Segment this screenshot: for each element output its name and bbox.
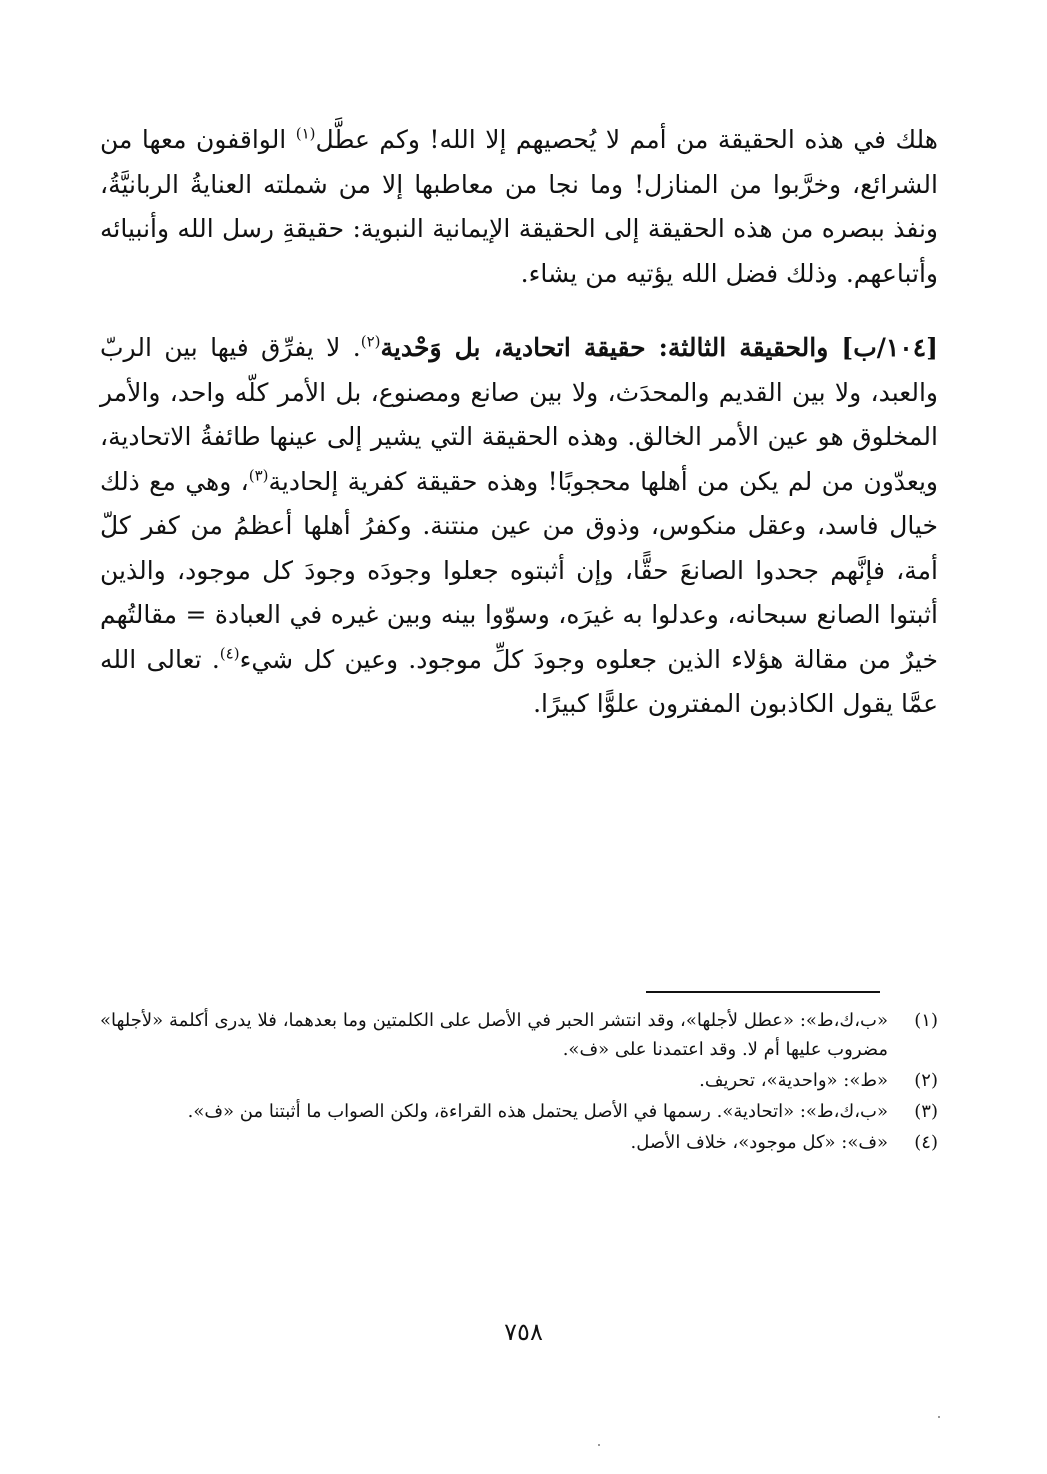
footnote-number: (٢) — [914, 1070, 938, 1091]
footnote-4 — [100, 1128, 938, 1157]
footnote-ref-1: (١) — [295, 124, 316, 143]
paragraph-1-text-b: الواقفون معها من الشرائع، وخرَّبوا من المنازل! وما نجا من معاطبها إلا من شملته العنايةُ الربانيَّةُ، ونفذ ببصره من هذه الحقيقة إلى الحقيقة الإيمانية النبوية: حقيقةِ رسل الله وأنبيائه وأتباعهم. وذلك فضل الله يؤتيه من يشاء. — [100, 125, 938, 288]
paragraph-2-text-c: . تعالى الله عمَّا يقول الكاذبون المفترون علوًّا كبيرًا. — [100, 644, 938, 718]
manuscript-folio-ref: [١٠٤/ب] — [841, 333, 939, 362]
footnote-3 — [100, 1097, 938, 1126]
footnote-number: (٤) — [914, 1132, 938, 1153]
footnote-text: «ف»: «كل موجود»، خلاف الأصل. — [630, 1132, 888, 1153]
footnotes — [100, 1006, 938, 1159]
section-heading: والحقيقة الثالثة: حقيقة اتحادية، بل وَحْدية — [380, 333, 842, 362]
scan-speck — [598, 1444, 600, 1446]
paragraph-2 — [100, 326, 938, 727]
footnote-ref-2: (٢) — [360, 332, 381, 351]
footnote-2 — [100, 1066, 938, 1095]
footnote-text: «ب،ك،ط»: «اتحادية». رسمها في الأصل يحتمل هذه القراءة، ولكن الصواب ما أثبتنا من «ف». — [187, 1101, 888, 1122]
footnote-ref-3: (٣) — [248, 466, 269, 485]
paragraph-1 — [100, 118, 938, 296]
footnote-text: «ط»: «واحدية»، تحريف. — [699, 1070, 888, 1091]
main-text — [100, 118, 938, 727]
paragraph-2-text-a: . لا يفرِّق فيها بين الربّ والعبد، ولا بين القديم والمحدَث، ولا بين صانع ومصنوع، بل الأمر كلّه واحد، والأمر المخلوق هو عين الأمر الخالق. وهذه الحقيقة التي يشير إلى عينها طائفةُ الاتحادية، ويعدّون من لم يكن من أهلها محجوبًا! وهذه حقيقة كفرية إلحادية — [100, 333, 938, 496]
footnote-separator — [646, 991, 880, 993]
footnote-number: (٣) — [914, 1101, 938, 1122]
footnote-text: «ب،ك،ط»: «عطل لأجلها»، وقد انتشر الحبر في الأصل على الكلمتين وما بعدهما، فلا يدرى أكلمة «لأجلها» مضروب عليها أم لا. وقد اعتمدنا على «ف». — [100, 1010, 888, 1060]
footnote-number: (١) — [914, 1010, 938, 1031]
page-number: ٧٥٨ — [504, 1318, 543, 1346]
footnote-1 — [100, 1006, 938, 1064]
scan-speck — [938, 1416, 940, 1418]
footnote-ref-4: (٤) — [219, 644, 240, 663]
paragraph-1-text-a: هلك في هذه الحقيقة من أمم لا يُحصيهم إلا الله! وكم عطَّل — [315, 125, 938, 154]
paragraph-2-text-b: ، وهي مع ذلك خيال فاسد، وعقل منكوس، وذوق من عين منتنة. وكفرُ أهلها أعظمُ من كفر كلّ أمة، فإنَّهم جحدوا الصانعَ حقًّا، وإن أثبتوه جعلوا وجودَه وجودَ كل موجود، والذين أثبتوا الصانع سبحانه، وعدلوا به غيرَه، وسوّوا بينه وبين غيره في العبادة = مقالتُهم خيرٌ من مقالة هؤلاء الذين جعلوه وجودَ كلِّ موجود. وعين كل شيء — [100, 466, 938, 674]
